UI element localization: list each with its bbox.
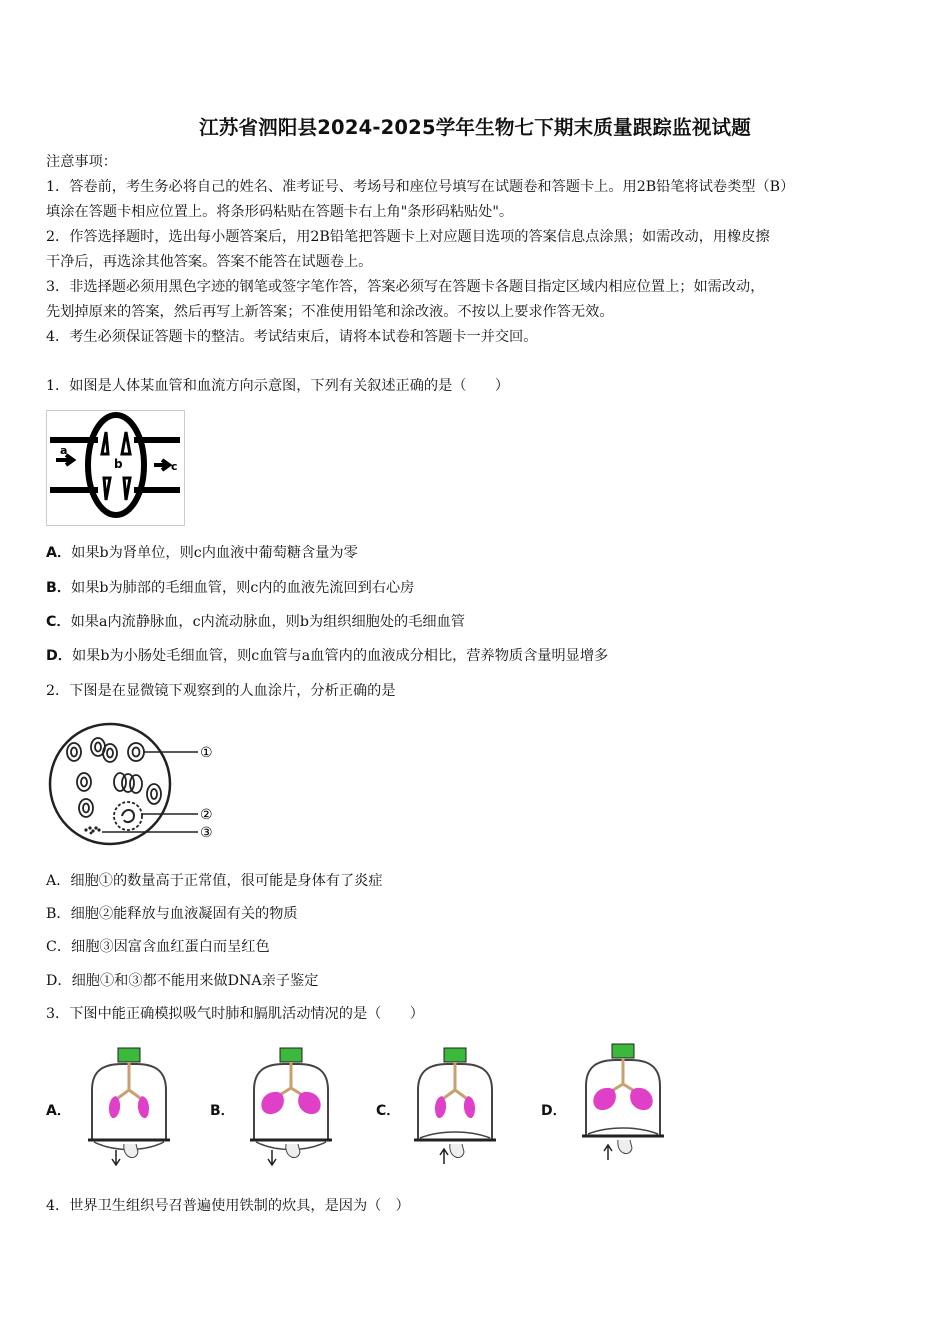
q3-option-a-label[interactable]: A． bbox=[46, 1103, 71, 1119]
bell-jar-model-d[interactable] bbox=[578, 1036, 668, 1164]
notice-line: 1．答卷前，考生务必将自己的姓名、准考证号、考场号和座位号填写在试题卷和答题卡上。用2B铅笔将试卷类型（B） bbox=[46, 179, 795, 195]
label-2: ② bbox=[200, 807, 213, 823]
label-a: a bbox=[60, 444, 68, 457]
q1-option-b[interactable]: B．如果b为肺部的毛细血管，则c内的血液先流回到右心房 bbox=[46, 580, 415, 596]
q1-option-c[interactable]: C．如果a内流静脉血，c内流动脉血，则b为组织细胞处的毛细血管 bbox=[46, 614, 465, 630]
question-3-stem: 3．下图中能正确模拟吸气时肺和膈肌活动情况的是（ ） bbox=[46, 1006, 424, 1022]
question-1-stem: 1．如图是人体某血管和血流方向示意图，下列有关叙述正确的是（ ） bbox=[46, 378, 510, 394]
label-1: ① bbox=[200, 745, 213, 761]
label-b: b bbox=[114, 457, 123, 471]
question-2-stem: 2．下图是在显微镜下观察到的人血涂片，分析正确的是 bbox=[46, 683, 396, 699]
q1-option-a[interactable]: A．如果b为肾单位，则c内血液中葡萄糖含量为零 bbox=[46, 545, 358, 561]
bell-jar-model-b[interactable] bbox=[246, 1040, 336, 1168]
blood-smear-figure bbox=[46, 720, 226, 848]
q2-option-b[interactable]: B．细胞②能释放与血液凝固有关的物质 bbox=[46, 906, 298, 922]
q2-option-d[interactable]: D．细胞①和③都不能用来做DNA亲子鉴定 bbox=[46, 973, 319, 989]
notice-line: 4．考生必须保证答题卡的整洁。考试结束后，请将本试卷和答题卡一并交回。 bbox=[46, 329, 538, 345]
question-4-stem: 4．世界卫生组织号召普遍使用铁制的炊具，是因为（ ） bbox=[46, 1198, 410, 1214]
q3-option-b-label[interactable]: B． bbox=[210, 1103, 235, 1119]
notice-heading: 注意事项： bbox=[46, 154, 117, 170]
q3-option-c-label[interactable]: C． bbox=[376, 1103, 401, 1119]
q2-option-a[interactable]: A．细胞①的数量高于正常值，很可能是身体有了炎症 bbox=[46, 873, 383, 889]
q2-option-c[interactable]: C．细胞③因富含血红蛋白而呈红色 bbox=[46, 939, 270, 955]
bell-jar-model-c[interactable] bbox=[410, 1040, 500, 1168]
q3-option-d-label[interactable]: D． bbox=[541, 1103, 567, 1119]
label-c: c bbox=[171, 460, 178, 473]
notice-line: 填涂在答题卡相应位置上。将条形码粘贴在答题卡右上角"条形码粘贴处"。 bbox=[46, 204, 514, 220]
notice-line: 2．作答选择题时，选出每小题答案后，用2B铅笔把答题卡上对应题目选项的答案信息点涂黑；如需改动，用橡皮擦 bbox=[46, 229, 770, 245]
q1-option-d[interactable]: D．如果b为小肠处毛细血管，则c血管与a血管内的血液成分相比，营养物质含量明显增多 bbox=[46, 648, 609, 664]
blood-vessel-figure bbox=[46, 410, 186, 526]
notice-line: 3．非选择题必须用黑色字迹的钢笔或签字笔作答，答案必须写在答题卡各题目指定区域内相应位置上；如需改动， bbox=[46, 279, 765, 295]
bell-jar-model-a[interactable] bbox=[84, 1040, 174, 1168]
notice-line: 先划掉原来的答案，然后再写上新答案；不准使用铅笔和涂改液。不按以上要求作答无效。 bbox=[46, 304, 614, 320]
page-title: 江苏省泗阳县2024-2025学年生物七下期末质量跟踪监视试题 bbox=[199, 116, 751, 139]
label-3: ③ bbox=[200, 825, 213, 841]
notice-line: 干净后，再选涂其他答案。答案不能答在试题卷上。 bbox=[46, 254, 373, 270]
